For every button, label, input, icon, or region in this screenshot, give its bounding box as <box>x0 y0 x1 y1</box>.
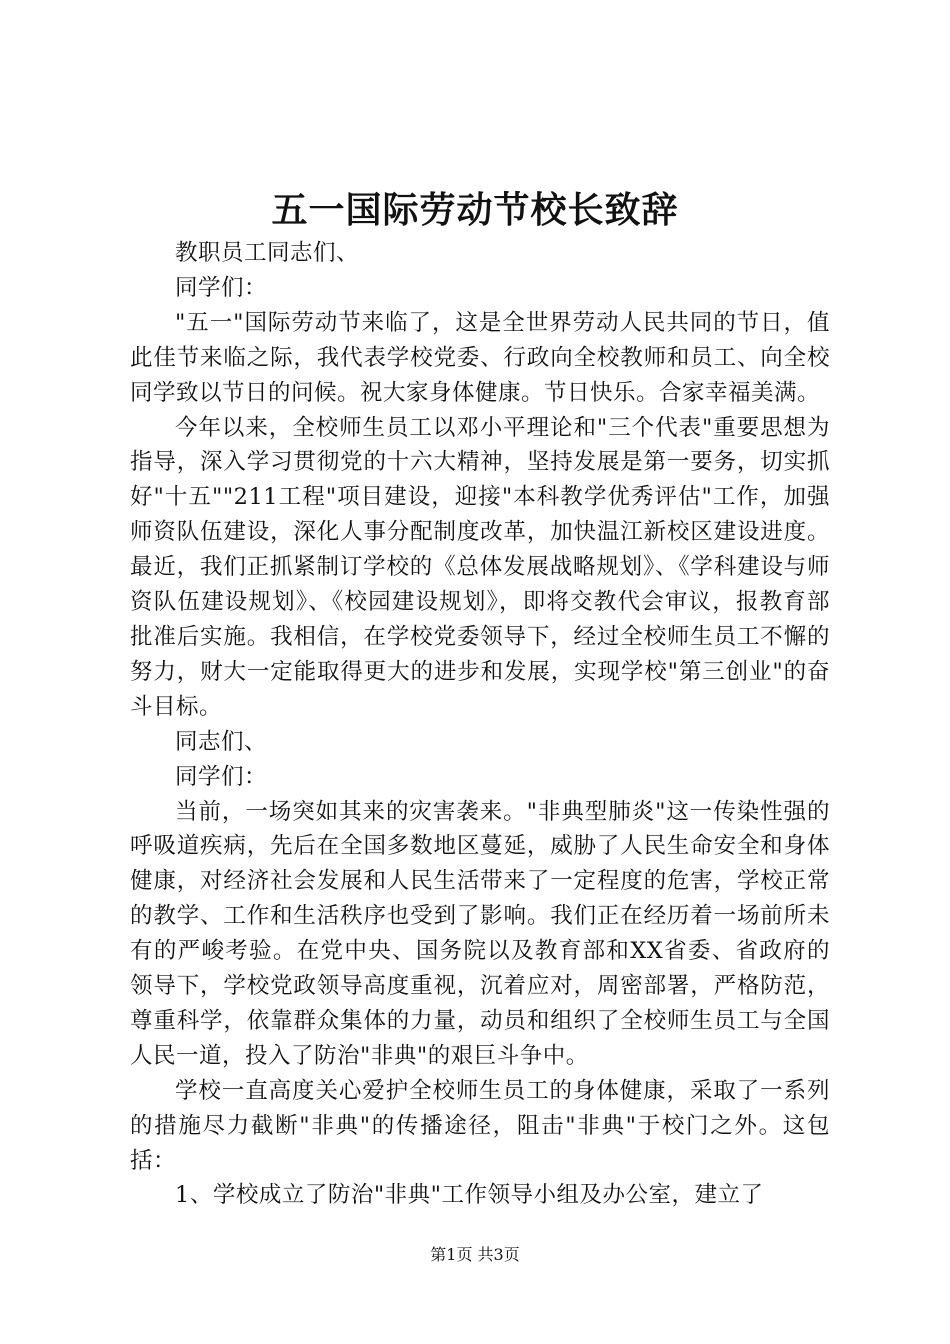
page-footer: 第1页 共3页 <box>430 1245 520 1264</box>
salutation-comrades: 同志们、 <box>175 728 268 755</box>
document-title: 五一国际劳动节校长致辞 <box>271 189 679 231</box>
salutation-students-2: 同学们： <box>175 763 268 790</box>
document-body <box>130 236 830 1213</box>
salutation-students: 同学们： <box>175 274 268 301</box>
paragraph-achievements: 今年以来，全校师生员工以邓小平理论和"三个代表"重要思想为指导，深入学习贯彻党的十六大精神，坚持发展是第一要务，切实抓好"十五""211工程"项目建设，迎接"本科教学优秀评估"工作，加强师资队伍建设，深化人事分配制度改革，加快温江新校区建设进度。最近，我们正抓紧制订学校的《总体发展战略规划》、《学科建设与师资队伍建设规划》、《校园建设规划》，即将交教代会审议，报教育部批准后实施。我相信，在学校党委领导下，经过全校师生员工不懈的努力，财大一定能取得更大的进步和发展，实现学校"第三创业"的奋斗目标。 <box>130 414 830 720</box>
list-item-1: 1、学校成立了防治"非典"工作领导小组及办公室，建立了 <box>175 1182 764 1209</box>
paragraph-greeting: "五一"国际劳动节来临了，这是全世界劳动人民共同的节日，值此佳节来临之际，我代表学校党委、行政向全校教师和员工、向全校同学致以节日的问候。祝大家身体健康。节日快乐。合家幸福美满。 <box>130 309 830 406</box>
salutation-staff: 教职员工同志们、 <box>175 240 360 266</box>
paragraph-sars: 当前，一场突如其来的灾害袭来。"非典型肺炎"这一传染性强的呼吸道疾病，先后在全国多数地区蔓延，威胁了人民生命安全和身体健康，对经济社会发展和人民生活带来了一定程度的危害，学校正常的教学、工作和生活秩序也受到了影响。我们正在经历着一场前所未有的严峻考验。在党中央、国务院以及教育部和XX省委、省政府的领导下，学校党政领导高度重视，沉着应对，周密部署，严格防范，尊重科学，依靠群众集体的力量，动员和组织了全校师生员工与全国人民一道，投入了防治"非典"的艰巨斗争中。 <box>130 798 830 1069</box>
paragraph-measures: 学校一直高度关心爱护全校师生员工的身体健康，采取了一系列的措施尽力截断"非典"的传播途径，阻击"非典"于校门之外。这包括： <box>130 1077 830 1174</box>
